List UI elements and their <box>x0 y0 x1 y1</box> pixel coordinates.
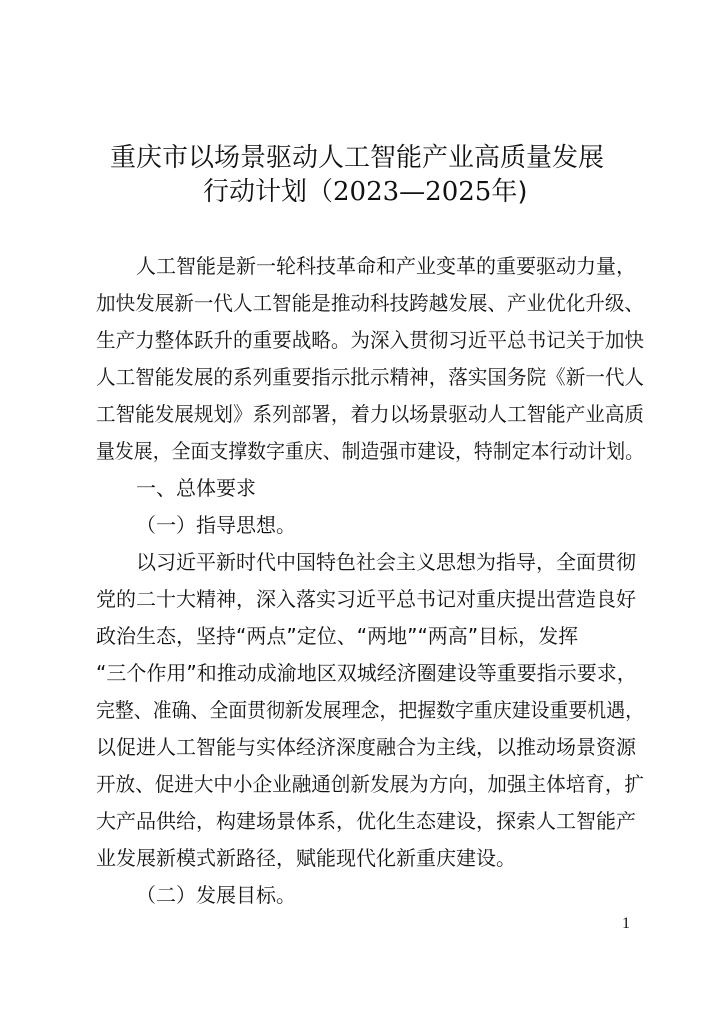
body-line-5: 工智能发展规划》系列部署，着力以场景驱动人工智能产业高质 <box>96 402 644 426</box>
title-suffix: 年) <box>491 177 528 207</box>
body-line-13: 完整、准确、全面贯彻新发展理念，把握数字重庆建设重要机遇， <box>96 698 644 722</box>
subsection-heading-guiding-ideology: （一）指导思想。 <box>136 513 296 537</box>
body-line-10: 党的二十大精神，深入落实习近平总书记对重庆提出营造良好 <box>96 587 636 611</box>
body-line-3: 生产力整体跃升的重要战略。为深入贯彻习近平总书记关于加快 <box>96 328 644 352</box>
body-line-2: 加快发展新一代人工智能是推动科技跨越发展、产业优化升级、 <box>96 291 644 315</box>
page-number: 1 <box>622 915 630 932</box>
body-line-15: 开放、促进大中小企业融通创新发展为方向，加强主体培育，扩 <box>96 772 644 796</box>
body-line-11: 政治生态，坚持“两点”定位、“两地”“两高”目标，发挥 <box>96 624 579 648</box>
document-title-line-1: 重庆市以场景驱动人工智能产业高质量发展 <box>110 143 605 173</box>
document-title-line-2 <box>203 175 528 209</box>
subsection-heading-development-goals: （二）发展目标。 <box>136 883 296 907</box>
body-line-12: “三个作用”和推动成渝地区双城经济圈建设等重要指示要求， <box>96 661 637 685</box>
title-years: 2023—2025 <box>333 177 492 207</box>
body-line-1: 人工智能是新一轮科技革命和产业变革的重要驱动力量， <box>136 254 636 278</box>
section-heading-general-requirements: 一、总体要求 <box>136 476 256 500</box>
body-line-4: 人工智能发展的系列重要指示批示精神，落实国务院《新一代人 <box>96 365 644 389</box>
body-line-16: 大产品供给，构建场景体系，优化生态建设，探索人工智能产 <box>96 809 636 833</box>
body-line-6: 量发展，全面支撑数字重庆、制造强市建设，特制定本行动计划。 <box>96 439 644 463</box>
body-line-14: 以促进人工智能与实体经济深度融合为主线，以推动场景资源 <box>96 735 636 759</box>
body-line-17: 业发展新模式新路径，赋能现代化新重庆建设。 <box>96 846 516 870</box>
title-prefix: 行动计划（ <box>203 177 334 207</box>
body-line-9: 以习近平新时代中国特色社会主义思想为指导，全面贯彻 <box>136 550 636 574</box>
